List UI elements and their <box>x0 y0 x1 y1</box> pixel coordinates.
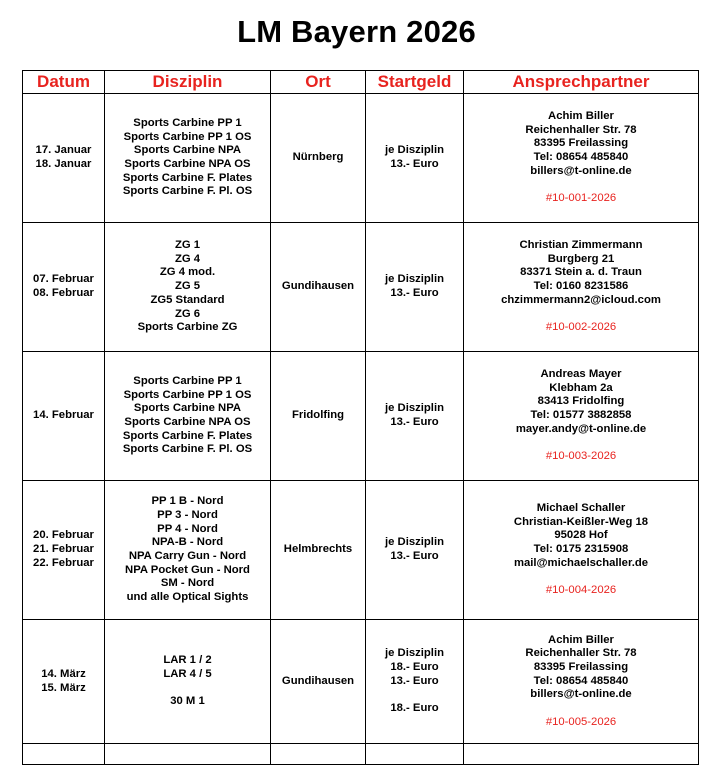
discipline-line: SM - Nord <box>160 577 215 590</box>
header-ansprechpartner: Ansprechpartner <box>464 71 699 94</box>
discipline-line: Sports Carbine F. Plates <box>122 429 253 442</box>
spacer <box>366 688 463 702</box>
date-line: 08. Februar <box>33 287 94 299</box>
discipline-line: Sports Carbine PP 1 OS <box>123 130 252 143</box>
contact-name: Achim Biller <box>548 110 614 123</box>
discipline-line: ZG5 Standard <box>150 293 225 306</box>
contact-email: chzimmermann2@icloud.com <box>501 293 661 306</box>
table-row <box>23 352 699 481</box>
location-text: Nürnberg <box>292 151 344 164</box>
contact-cell <box>464 481 699 620</box>
registration-code: #10-003-2026 <box>545 450 617 463</box>
location-text: Gundihausen <box>281 280 355 293</box>
discipline-cell <box>105 223 271 352</box>
date-cell <box>23 481 105 620</box>
contact-street: Klebham 2a <box>549 381 613 394</box>
discipline-line: Sports Carbine F. Plates <box>122 171 253 184</box>
date-line: 07. Februar <box>33 273 94 286</box>
location-cell <box>271 223 366 352</box>
fee-line: 13.- Euro <box>390 158 439 170</box>
contact-phone: Tel: 08654 485840 <box>533 674 629 687</box>
fee-cell <box>366 620 464 744</box>
spacer <box>464 571 698 585</box>
discipline-cell <box>105 481 271 620</box>
date-cell <box>23 94 105 223</box>
fee-line: 13.- Euro <box>390 674 439 687</box>
contact-phone: Tel: 01577 3882858 <box>530 409 632 422</box>
contact-email: billers@t-online.de <box>530 164 632 177</box>
contact-email: mayer.andy@t-online.de <box>515 422 647 435</box>
discipline-line: Sports Carbine PP 1 OS <box>123 388 252 401</box>
date-line: 21. Februar <box>33 543 94 556</box>
discipline-cell <box>105 94 271 223</box>
contact-phone: Tel: 0175 2315908 <box>533 543 629 556</box>
empty-cell <box>366 744 464 765</box>
discipline-line: 30 M 1 <box>170 695 205 708</box>
date-cell <box>23 620 105 744</box>
spacer <box>464 437 698 451</box>
date-line: 22. Februar <box>33 556 94 569</box>
table-row <box>23 481 699 620</box>
contact-city: 83413 Fridolfing <box>537 395 625 408</box>
location-text: Fridolfing <box>291 409 345 422</box>
discipline-line: LAR 4 / 5 <box>163 667 212 680</box>
spacer <box>105 682 270 696</box>
header-ort: Ort <box>271 71 366 94</box>
discipline-line: Sports Carbine ZG <box>137 321 238 334</box>
discipline-line: PP 3 - Nord <box>157 508 218 521</box>
fee-line: je Disziplin <box>384 273 444 286</box>
discipline-cell <box>105 620 271 744</box>
registration-code: #10-004-2026 <box>545 584 617 597</box>
discipline-line: ZG 4 <box>174 252 201 265</box>
header-disziplin: Disziplin <box>105 71 271 94</box>
fee-line: 13.- Euro <box>390 287 439 299</box>
table-row <box>23 620 699 744</box>
discipline-line: Sports Carbine PP 1 <box>133 116 242 129</box>
table-row <box>23 94 699 223</box>
spacer <box>464 702 698 716</box>
contact-city: 83395 Freilassing <box>533 660 629 673</box>
location-text: Helmbrechts <box>283 543 353 556</box>
contact-city: 83395 Freilassing <box>533 137 629 150</box>
registration-code: #10-001-2026 <box>545 192 617 205</box>
fee-line: je Disziplin <box>384 402 444 415</box>
date-line: 17. Januar <box>35 144 92 157</box>
discipline-line: Sports Carbine F. Pl. OS <box>122 185 253 198</box>
fee-line: 18.- Euro <box>390 702 439 715</box>
discipline-line: Sports Carbine NPA OS <box>124 416 251 428</box>
contact-name: Christian Zimmermann <box>519 239 643 252</box>
location-cell <box>271 481 366 620</box>
contact-phone: Tel: 0160 8231586 <box>533 280 629 293</box>
contact-street: Reichenhaller Str. 78 <box>525 123 637 136</box>
date-line: 15. März <box>41 681 86 694</box>
contact-cell <box>464 620 699 744</box>
location-cell <box>271 94 366 223</box>
empty-cell <box>271 744 366 765</box>
contact-street: Burgberg 21 <box>547 252 615 265</box>
date-line: 14. Februar <box>33 409 94 422</box>
discipline-line: LAR 1 / 2 <box>163 654 212 667</box>
date-line: 20. Februar <box>33 529 94 542</box>
discipline-line: ZG 1 <box>174 239 201 252</box>
fee-cell <box>366 94 464 223</box>
date-cell <box>23 352 105 481</box>
registration-code: #10-002-2026 <box>545 321 617 334</box>
header-startgeld: Startgeld <box>366 71 464 94</box>
contact-name: Achim Biller <box>548 633 614 646</box>
fee-line: je Disziplin <box>384 536 444 549</box>
discipline-line: PP 1 B - Nord <box>151 495 224 508</box>
contact-name: Andreas Mayer <box>540 368 622 381</box>
empty-cell <box>464 744 699 765</box>
discipline-line: NPA Carry Gun - Nord <box>128 550 247 562</box>
discipline-line: Sports Carbine F. Pl. OS <box>122 443 253 456</box>
discipline-cell <box>105 352 271 481</box>
discipline-line: ZG 6 <box>174 307 201 320</box>
contact-cell <box>464 352 699 481</box>
contact-email: mail@michaelschaller.de <box>513 556 649 569</box>
contact-city: 95028 Hof <box>554 529 608 542</box>
discipline-line: Sports Carbine PP 1 <box>133 374 242 387</box>
discipline-line: ZG 4 mod. <box>159 266 216 279</box>
location-cell <box>271 352 366 481</box>
fee-line: 13.- Euro <box>390 416 439 428</box>
location-text: Gundihausen <box>281 674 355 687</box>
date-line: 14. März <box>41 667 86 680</box>
page-title: LM Bayern 2026 <box>237 14 476 49</box>
discipline-line: und alle Optical Sights <box>126 591 249 604</box>
discipline-line: ZG 5 <box>174 280 201 293</box>
fee-cell <box>366 481 464 620</box>
date-line: 18. Januar <box>35 158 92 170</box>
discipline-line: NPA Pocket Gun - Nord <box>125 563 250 576</box>
fee-cell <box>366 223 464 352</box>
header-row <box>23 71 699 94</box>
discipline-line: PP 4 - Nord <box>157 522 218 535</box>
fee-line: 13.- Euro <box>390 550 439 562</box>
fee-line: 18.- Euro <box>390 660 439 673</box>
discipline-line: NPA-B - Nord <box>151 536 224 549</box>
discipline-line: Sports Carbine NPA OS <box>124 158 251 170</box>
contact-email: billers@t-online.de <box>530 688 632 701</box>
empty-cell <box>23 744 105 765</box>
contact-street: Christian-Keißler-Weg 18 <box>513 515 649 528</box>
fee-line: je Disziplin <box>384 647 444 660</box>
discipline-line: Sports Carbine NPA <box>133 402 242 415</box>
registration-code: #10-005-2026 <box>545 715 617 728</box>
discipline-line: Sports Carbine NPA <box>133 144 242 157</box>
contact-phone: Tel: 08654 485840 <box>533 151 629 164</box>
contact-street: Reichenhaller Str. 78 <box>525 647 637 660</box>
table-row <box>23 223 699 352</box>
fee-line: je Disziplin <box>384 144 444 157</box>
spacer <box>464 179 698 193</box>
contact-name: Michael Schaller <box>536 502 626 515</box>
table-row-partial <box>23 744 699 765</box>
date-cell <box>23 223 105 352</box>
spacer <box>464 308 698 322</box>
location-cell <box>271 620 366 744</box>
schedule-table <box>22 70 699 765</box>
header-datum: Datum <box>23 71 105 94</box>
contact-cell <box>464 223 699 352</box>
fee-cell <box>366 352 464 481</box>
contact-cell <box>464 94 699 223</box>
contact-city: 83371 Stein a. d. Traun <box>520 266 642 279</box>
empty-cell <box>105 744 271 765</box>
